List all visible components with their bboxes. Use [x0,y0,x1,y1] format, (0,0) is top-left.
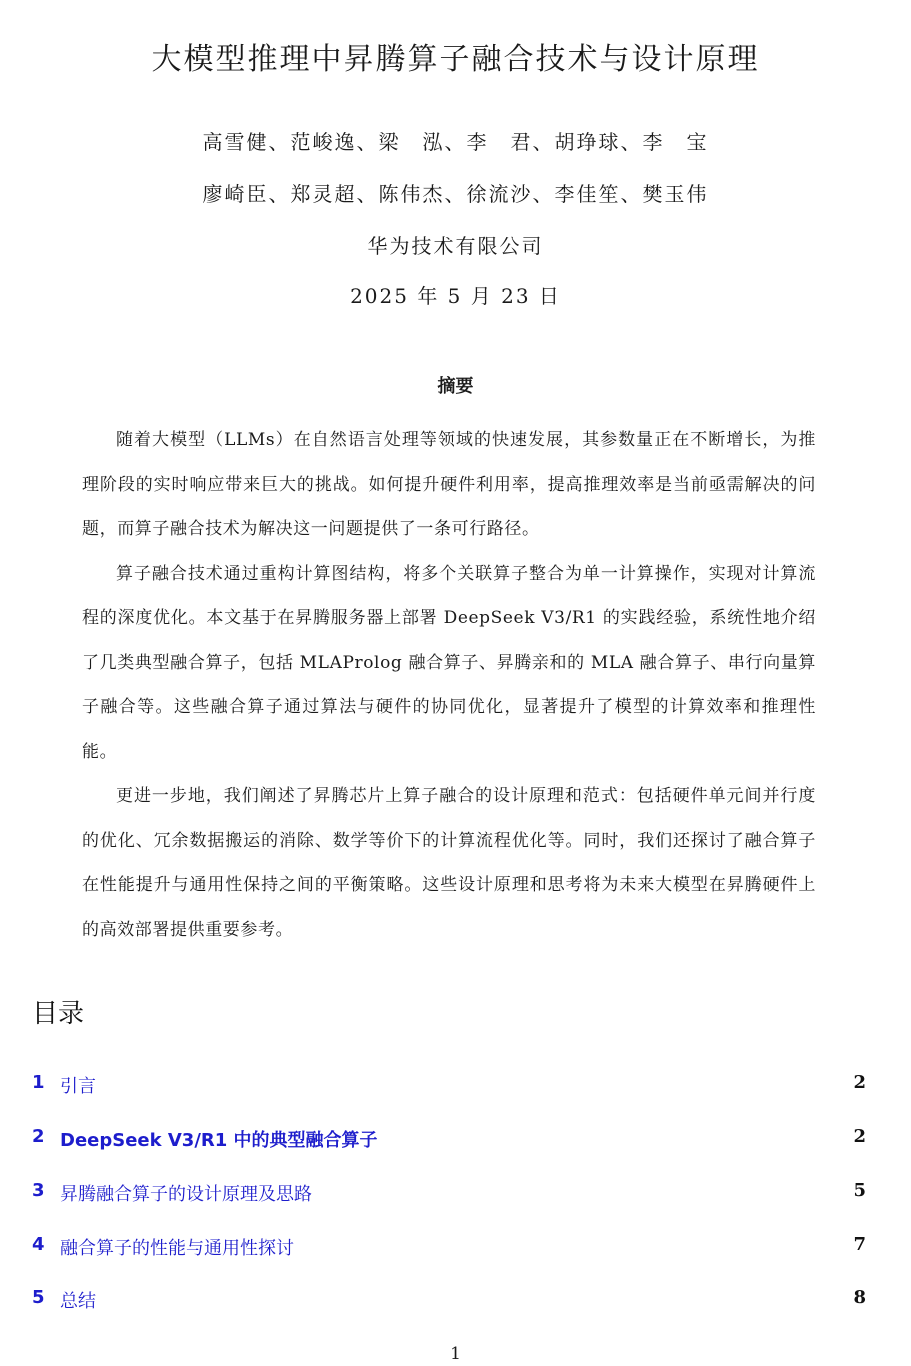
toc-entry-label[interactable]: 引言 [60,1076,96,1097]
abstract-paragraph: 更进一步地，我们阐述了昇腾芯片上算子融合的设计原理和范式：包括硬件单元间并行度的优化、冗余数据搬运的消除、数学等价下的计算流程优化等。同时，我们还探讨了融合算子在性能提升与通用性保持之间的平衡策略。这些设计原理和思考将为未来大模型在昇腾硬件上的高效部署提供重要参考。 [82,786,816,940]
page-number: 1 [450,1344,461,1364]
toc-entry-number: 4 [32,1234,45,1255]
author-line-2: 廖崎臣、郑灵超、陈伟杰、徐流沙、李佳笙、樊玉伟 [202,182,709,206]
toc-entry-introduction[interactable] [32,1072,866,1102]
author-line-1: 高雪健、范峻逸、梁 泓、李 君、胡琤球、李 宝 [202,130,709,154]
toc-entry-page: 2 [853,1072,866,1093]
toc-entry-performance[interactable] [32,1234,866,1264]
toc-entry-label[interactable]: 总结 [60,1291,96,1312]
abstract-paragraph: 算子融合技术通过重构计算图结构，将多个关联算子整合为单一计算操作，实现对计算流程的深度优化。本文基于在昇腾服务器上部署 DeepSeek V3/R1 的实践经验，系统性地介绍了几类典型融合算子，包括 MLAProlog 融合算子、昇腾亲和的 MLA 融合算子、串行向量算子融合等。这些融合算子通过算法与硬件的协同优化，显著提升了模型的计算效率和推理性能。 [82,563,816,762]
toc-entry-number: 1 [32,1072,45,1093]
toc-heading: 目录 [32,999,85,1029]
toc-entry-design-principles[interactable] [32,1180,866,1210]
toc-entry-label[interactable]: 昇腾融合算子的设计原理及思路 [60,1184,312,1205]
toc-entry-fused-operators[interactable] [32,1126,866,1156]
toc-entry-page: 8 [853,1287,866,1308]
toc-entry-label[interactable]: 融合算子的性能与通用性探讨 [60,1238,294,1259]
affiliation: 华为技术有限公司 [367,234,544,258]
toc-entry-label[interactable]: DeepSeek V3/R1 中的典型融合算子 [60,1130,378,1151]
publication-date: 2025 年 5 月 23 日 [350,284,561,308]
toc-entry-number: 2 [32,1126,45,1147]
toc-entry-page: 5 [853,1180,866,1201]
toc-entry-page: 2 [853,1126,866,1147]
toc-entry-summary[interactable] [32,1287,866,1317]
paper-title: 大模型推理中昇腾算子融合技术与设计原理 [151,42,760,77]
abstract-heading: 摘要 [437,376,474,397]
abstract-body [82,418,816,952]
toc-entry-number: 5 [32,1287,45,1308]
abstract-paragraph: 随着大模型（LLMs）在自然语言处理等领域的快速发展，其参数量正在不断增长，为推理阶段的实时响应带来巨大的挑战。如何提升硬件利用率，提高推理效率是当前亟需解决的问题，而算子融合技术为解决这一问题提供了一条可行路径。 [82,430,816,539]
toc-entry-number: 3 [32,1180,45,1201]
toc-entry-page: 7 [853,1234,866,1255]
